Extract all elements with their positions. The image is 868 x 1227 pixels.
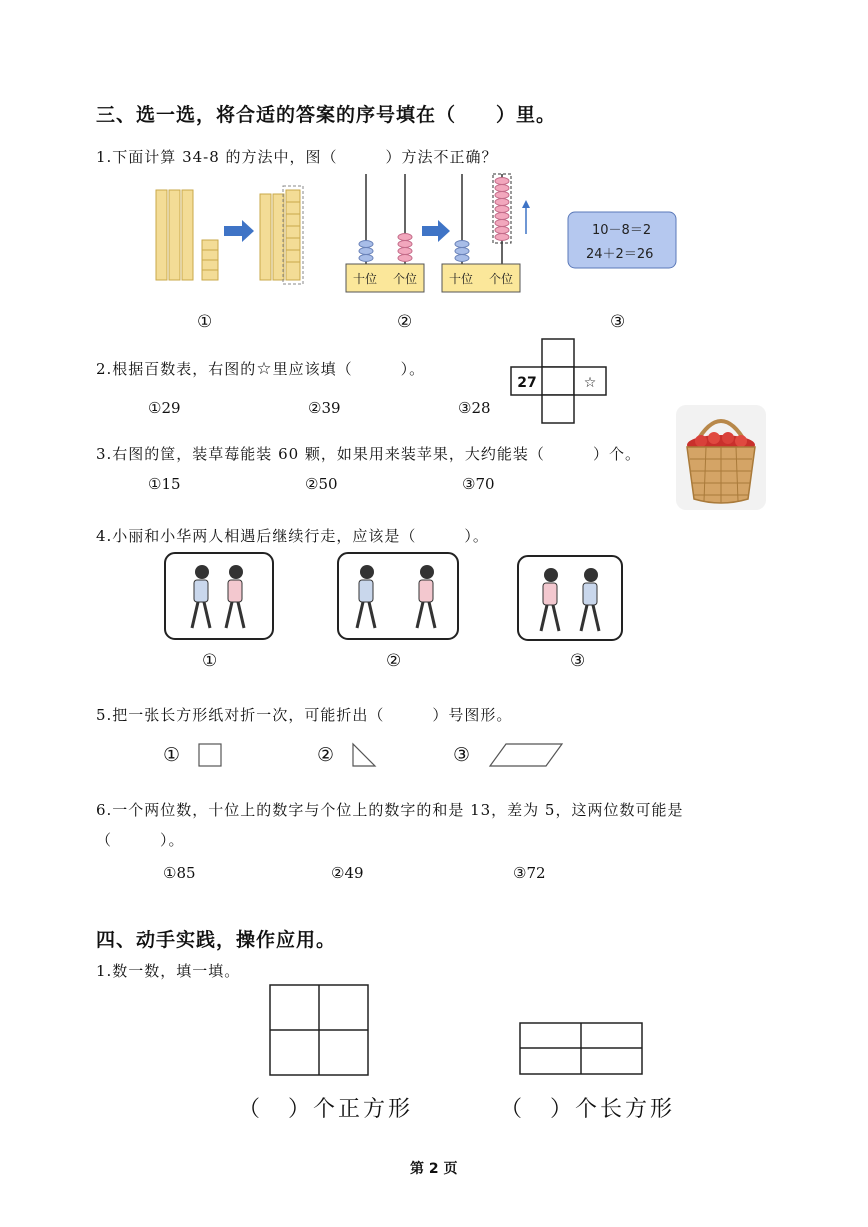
q6-option-3: ③72	[513, 864, 546, 882]
section4-heading: 四、动手实践，操作应用。	[96, 929, 337, 951]
star-icon: ☆	[583, 375, 597, 391]
q5-label-3: ③	[453, 744, 471, 766]
q4-label-2: ②	[386, 651, 402, 671]
q2-option-3: ③28	[458, 399, 491, 417]
q5-text: 5.把一张长方形纸对折一次，可能折出（ ）号图形。	[96, 706, 513, 724]
q1-text: 1.下面计算 34-8 的方法中，图（ ）方法不正确？	[96, 148, 498, 166]
strawberry-basket-image	[676, 405, 766, 510]
parallelogram-shape	[490, 744, 562, 766]
q2-text-before: 2.根据百数表，右图的	[96, 360, 257, 378]
figure1-place-value-rods	[156, 186, 303, 284]
hundred-chart-fragment	[510, 338, 610, 424]
grid-rectangles-figure	[518, 1021, 646, 1077]
square-shape	[199, 744, 221, 766]
figure2-abacus	[346, 174, 530, 292]
q4-figure-1	[164, 552, 274, 640]
section4-q1-text: 1.数一数，填一填。	[96, 962, 241, 980]
star-icon: ☆	[256, 359, 273, 379]
q3-option-2: ②50	[305, 475, 338, 493]
q6-text: 6.一个两位数，十位上的数字与个位上的数字的和是 13，差为 5，这两位数可能是	[96, 801, 684, 819]
arrow-icon	[422, 220, 450, 242]
figure3-calculation	[568, 212, 676, 268]
q1-label-2: ②	[397, 312, 413, 332]
calc-line1: 10－8＝2	[592, 223, 652, 238]
calc-line2: 24＋2＝26	[586, 247, 654, 262]
q4-text: 4.小丽和小华两人相遇后继续行走，应该是（ ）。	[96, 527, 489, 545]
q2-text-after: 里应该填（ ）。	[272, 360, 426, 378]
q2-option-2: ②39	[308, 399, 341, 417]
q5-label-1: ①	[163, 744, 181, 766]
answer-rectangles: （ ）个长方形	[500, 1097, 676, 1122]
arrow-icon	[224, 220, 254, 242]
abacus-ones-label: 个位	[488, 272, 514, 286]
q3-text: 3.右图的筐，装草莓能装 60 颗，如果用来装苹果，大约能装（ ）个。	[96, 445, 641, 463]
up-arrow-icon	[522, 200, 530, 208]
q4-label-3: ③	[570, 651, 586, 671]
section3-heading: 三、选一选，将合适的答案的序号填在（ ）里。	[96, 104, 557, 126]
q1-figures	[150, 168, 695, 303]
q6-text-line2: （ ）。	[96, 831, 185, 849]
q3-option-3: ③70	[462, 475, 495, 493]
abacus-ones-label: 个位	[392, 272, 418, 286]
q4-figure-2	[337, 552, 459, 640]
q2-option-1: ①29	[148, 399, 181, 417]
abacus-tens-label: 十位	[448, 272, 474, 286]
answer-squares: （ ）个正方形	[238, 1097, 414, 1122]
q5-label-2: ②	[317, 744, 335, 766]
page-number: 第 2 页	[410, 1161, 458, 1177]
q6-option-1: ①85	[163, 864, 196, 882]
triangle-shape	[353, 744, 375, 766]
q4-figure-3	[517, 555, 623, 641]
q5-shapes	[196, 742, 576, 770]
q1-label-3: ③	[610, 312, 626, 332]
abacus-tens-label: 十位	[352, 272, 378, 286]
q4-label-1: ①	[202, 651, 218, 671]
q2-text	[96, 358, 425, 379]
grid-squares-figure	[268, 983, 372, 1077]
q6-option-2: ②49	[331, 864, 364, 882]
q3-option-1: ①15	[148, 475, 181, 493]
cell-number: 27	[517, 375, 537, 391]
q1-label-1: ①	[197, 312, 213, 332]
